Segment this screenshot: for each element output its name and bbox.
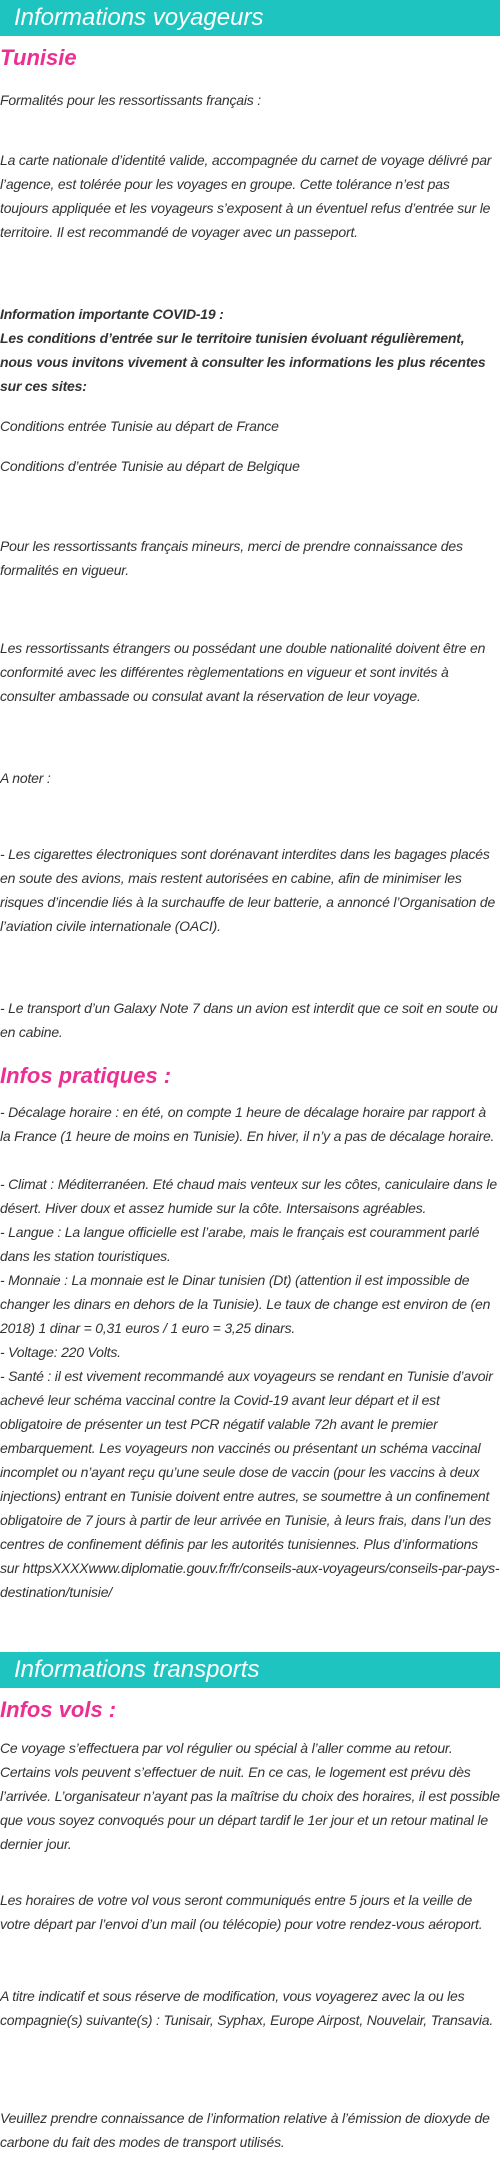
formalites-intro: Formalités pour les ressortissants français :	[0, 92, 261, 108]
country-heading: Tunisie	[0, 45, 77, 70]
voltage-item: - Voltage: 220 Volts.	[0, 1344, 121, 1360]
galaxy-paragraph: - Le transport d’un Galaxy Note 7 dans un avion est interdit que ce soit en soute ou en cabine.	[0, 1000, 498, 1040]
climat-item: - Climat : Méditerranéen. Eté chaud mais venteux sur les côtes, caniculaire dans le désert. Hiver doux et assez humide sur la côte. Intersaisons agréables.	[0, 1176, 497, 1216]
a-noter-label: A noter :	[0, 770, 51, 786]
etrangers-paragraph: Les ressortissants étrangers ou possédant une double nationalité doivent être en conformité avec les différentes règlementations en vigueur et sont invités à consulter ambassade ou consulat avant la réservation de leur voyage.	[0, 640, 486, 704]
cigarettes-paragraph: - Les cigarettes électroniques sont dorénavant interdites dans les bagages placés en soute des avions, mais restent autorisées en cabine, afin de minimiser les risques d’incendie liés à la surchauffe de leur batterie, a annoncé l’Organisation de l’aviation civile internationale (OACI).	[0, 846, 496, 934]
infos-vols-heading: Infos vols :	[0, 1697, 117, 1722]
covid-text: Les conditions d’entrée sur le territoire tunisien évoluant régulièrement, nous vous invitons vivement à consulter les informations les plus récentes sur ces sites:	[0, 330, 486, 394]
section-banner-voyageurs: Informations voyageurs	[0, 0, 500, 36]
covid-title: Information importante COVID-19 :	[0, 306, 224, 322]
infos-pratiques-heading: Infos pratiques :	[0, 1063, 172, 1088]
sante-item: - Santé : il est vivement recommandé aux voyageurs se rendant en Tunisie d’avoir achevé leur schéma vaccinal contre la Covid-19 avant leur départ et il est obligatoire de présenter un test PCR négatif valable 72h avant le premier embarquement. Les voyageurs non vaccinés ou présentant un schéma vaccinal incomplet ou n’ayant reçu qu’une seule dose de vaccin (pour les vaccins à deux injections) entrant en Tunisie doivent entre autres, se soumettre à un confinement obligatoire de 7 jours à partir de leur arrivée en Tunisie, à leurs frais, dans l’un des centres de confinement définis par les autorités tunisiennes. Plus d’informations sur httpsXXXXwww.diplomatie.gouv.fr/fr/conseils-aux-voyageurs/conseils-par-pays-destination/tunisie/	[0, 1368, 500, 1600]
cni-paragraph: La carte nationale d’identité valide, accompagnée du carnet de voyage délivré par l’agence, est tolérée pour les voyages en groupe. Cette tolérance n’est pas toujours appliquée et les voyageurs s’exposent à un éventuel refus d’entrée sur le territoire. Il est recommandé de voyager avec un passeport.	[0, 152, 492, 240]
mineurs-paragraph: Pour les ressortissants français mineurs, merci de prendre connaissance des formalités en vigueur.	[0, 538, 463, 578]
link-conditions-belgique[interactable]: Conditions d’entrée Tunisie au départ de Belgique	[0, 458, 300, 474]
link-conditions-france[interactable]: Conditions entrée Tunisie au départ de France	[0, 418, 279, 434]
vols-paragraph-2: Les horaires de votre vol vous seront communiqués entre 5 jours et la veille de votre départ par l’envoi d’un mail (ou télécopie) pour votre rendez-vous aéroport.	[0, 1892, 483, 1932]
vols-paragraph-3: A titre indicatif et sous réserve de modification, vous voyagerez avec la ou les compagnie(s) suivante(s) : Tunisair, Syphax, Europe Airpost, Nouvelair, Transavia.	[0, 1988, 494, 2028]
langue-item: - Langue : La langue officielle est l’arabe, mais le français est couramment parlé dans les station touristiques.	[0, 1224, 480, 1264]
co2-paragraph: Veuillez prendre connaissance de l’information relative à l’émission de dioxyde de carbone du fait des modes de transport utilisés.	[0, 2110, 490, 2150]
section-banner-transports: Informations transports	[0, 1652, 500, 1688]
monnaie-item: - Monnaie : La monnaie est le Dinar tunisien (Dt) (attention il est impossible de changer les dinars en dehors de la Tunisie). Le taux de change est environ de (en 2018) 1 dinar = 0,31 euros / 1 euro = 3,25 dinars.	[0, 1272, 491, 1336]
decalage-item: - Décalage horaire : en été, on compte 1 heure de décalage horaire par rapport à la France (1 heure de moins en Tunisie). En hiver, il n’y a pas de décalage horaire.	[0, 1104, 495, 1144]
vols-paragraph-1: Ce voyage s’effectuera par vol régulier ou spécial à l’aller comme au retour. Certains vols peuvent s’effectuer de nuit. En ce cas, le logement est prévu dès l’arrivée. L’organisateur n’ayant pas la maîtrise du choix des horaires, il est possible que vous soyez convoqués pour un départ tardif le 1er jour et un retour matinal le dernier jour.	[0, 1740, 500, 1852]
